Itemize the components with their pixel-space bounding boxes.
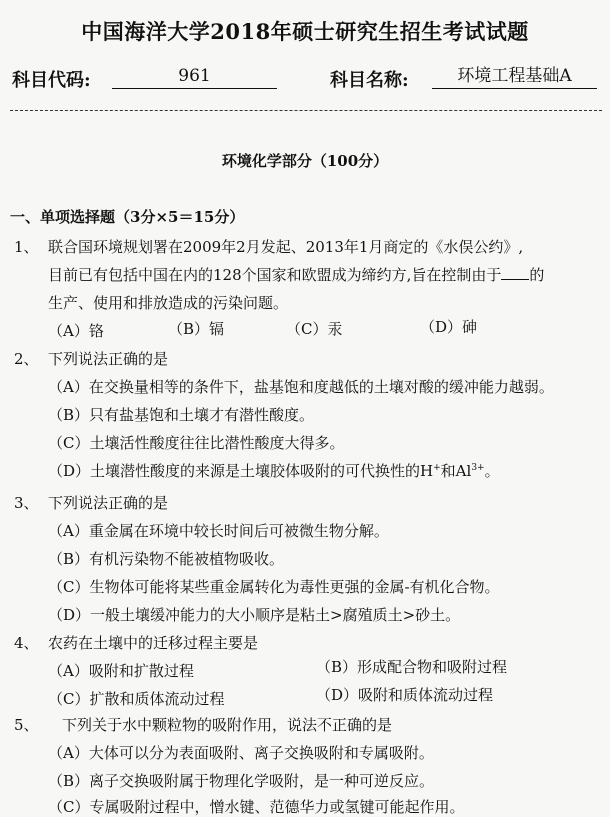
option-c: （C）专属吸附过程中，憎水键、范德华力或氢键可能起作用。 bbox=[48, 798, 465, 816]
option-d: （D）一般土壤缓冲能力的大小顺序是粘土>腐殖质土>砂土。 bbox=[48, 606, 461, 624]
question-stem: 下列关于水中颗粒物的吸附作用，说法不正确的是 bbox=[62, 716, 393, 734]
question-number: 1、 bbox=[14, 238, 39, 256]
subject-name-value: 环境工程基础A bbox=[432, 66, 597, 89]
option-b: （B）只有盐基饱和土壤才有潜性酸度。 bbox=[48, 406, 315, 424]
section-title: 环境化学部分（100分） bbox=[221, 152, 389, 170]
question-number: 2、 bbox=[14, 350, 39, 368]
option-b: （B）离子交换吸附属于物理化学吸附，是一种可逆反应。 bbox=[48, 772, 435, 790]
subject-info-row bbox=[12, 66, 602, 94]
option-a: （A）吸附和扩散过程 bbox=[48, 662, 194, 680]
option-d: （D）吸附和质体流动过程 bbox=[316, 686, 494, 704]
exam-title: 中国海洋大学2018年硕士研究生招生考试试题 bbox=[81, 19, 529, 44]
option-a: （A）重金属在环境中较长时间后可被微生物分解。 bbox=[48, 522, 389, 540]
subject-code-value: 961 bbox=[112, 66, 277, 89]
option-c: （C）扩散和质体流动过程 bbox=[48, 690, 225, 708]
option-text: 和Al bbox=[440, 462, 472, 480]
question-number: 4、 bbox=[14, 634, 39, 652]
part-heading: 一、单项选择题（3分×5＝15分） bbox=[10, 208, 245, 226]
question-stem-line2 bbox=[48, 264, 544, 285]
question-number: 5、 bbox=[14, 716, 39, 734]
option-c: （C）生物体可能将某些重金属转化为毒性更强的金属-有机化合物。 bbox=[48, 578, 500, 596]
question-stem: 联合国环境规划署在2009年2月发起、2013年1月商定的《水俣公约》, bbox=[48, 238, 524, 256]
option-b: （B）有机污染物不能被植物吸收。 bbox=[48, 550, 285, 568]
subject-code-label: 科目代码: bbox=[12, 70, 91, 91]
option-a: （A）大体可以分为表面吸附、离子交换吸附和专属吸附。 bbox=[48, 744, 434, 762]
question-stem: 生产、使用和排放造成的污染问题。 bbox=[48, 294, 289, 312]
option-c: （C）土壤活性酸度往往比潜性酸度大得多。 bbox=[48, 434, 345, 452]
question-stem-part: 的 bbox=[529, 266, 545, 284]
answer-blank bbox=[501, 265, 529, 280]
dashed-divider bbox=[10, 110, 602, 111]
option-text: 。 bbox=[484, 462, 500, 480]
option-b: （B）形成配合物和吸附过程 bbox=[316, 658, 508, 676]
question-stem: 下列说法正确的是 bbox=[48, 494, 169, 512]
superscript: 3+ bbox=[471, 463, 485, 473]
option-d bbox=[48, 460, 500, 481]
question-stem-part: 目前已有包括中国在内的128个国家和欧盟成为缔约方,旨在控制由于 bbox=[48, 266, 502, 284]
question-stem: 农药在土壤中的迁移过程主要是 bbox=[48, 634, 259, 652]
subject-name-label: 科目名称: bbox=[330, 70, 409, 91]
option-a: （A）铬 bbox=[48, 322, 104, 340]
option-text: （D）土壤潜性酸度的来源是土壤胶体吸附的可代换性的H bbox=[48, 462, 434, 480]
option-a: （A）在交换量相等的条件下，盐基饱和度越低的土壤对酸的缓冲能力越弱。 bbox=[48, 378, 554, 396]
question-stem: 下列说法正确的是 bbox=[48, 350, 169, 368]
option-c: （C）汞 bbox=[286, 320, 343, 338]
question-number: 3、 bbox=[14, 494, 39, 512]
option-b: （B）镉 bbox=[168, 320, 225, 338]
option-d: （D）砷 bbox=[420, 318, 478, 336]
superscript: + bbox=[433, 463, 441, 473]
